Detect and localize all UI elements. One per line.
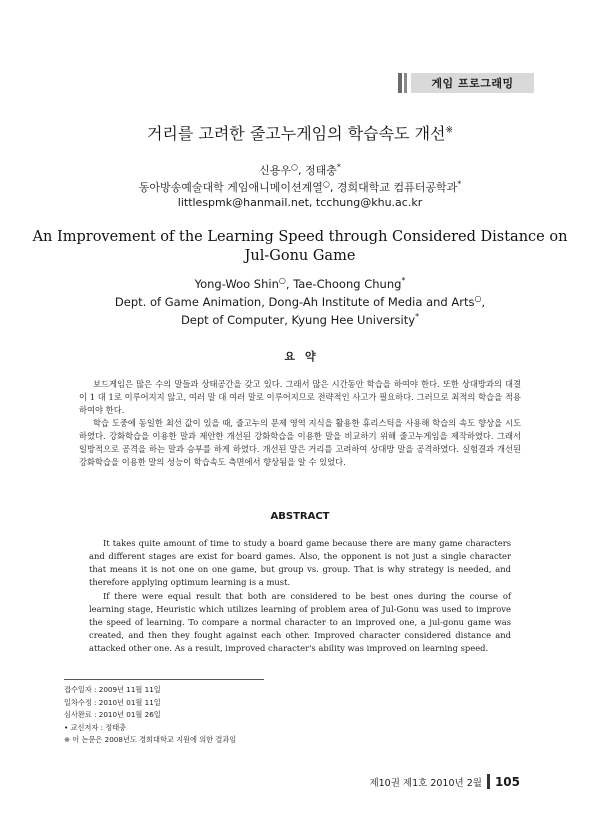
page-number: 105 (494, 774, 520, 789)
aff2-ko-mark: * (457, 179, 462, 189)
affiliation2-english (0, 313, 600, 327)
section-label: 게임 프로그래밍 (411, 73, 534, 93)
title-korean (0, 121, 600, 144)
author1-ko: 신용우 (259, 164, 291, 177)
author1-en-mark: ○ (278, 276, 286, 286)
author-emails: littlespmk@hanmail.net, tcchung@khu.ac.kr (177, 196, 423, 209)
aff1-en-mark: ○ (474, 294, 482, 304)
aff2-en-mark: * (415, 312, 420, 322)
tag-bar-2 (404, 73, 407, 93)
authors-english (0, 277, 600, 291)
author2-en: Tae-Choong Chung (293, 277, 402, 291)
author2-en-mark: * (401, 276, 406, 286)
author1-en: Yong-Woo Shin (194, 277, 279, 291)
title-korean-mark: ※ (445, 125, 454, 136)
abstract-heading: ABSTRACT (270, 511, 330, 522)
author2-ko-mark: * (336, 162, 341, 172)
aff1-en-tail: , (481, 295, 486, 309)
footer-bar (487, 774, 490, 789)
footnote-funding: ※ 이 논문은 2008년도 경희대학교 지원에 의한 결과임 (64, 735, 237, 744)
aff1-ko-mark: ○ (322, 179, 330, 189)
title-korean-text: 거리를 고려한 줄고누게임의 학습속도 개선 (146, 124, 446, 143)
footnotes (64, 684, 236, 747)
author-sep-ko: , (297, 164, 305, 177)
abstract-paragraph-2: If there were equal result that both are considered to be best ones during the course of learning stage, Heuristic which utilizes learning of problem area of Jul-Gonu was used to improve the speed of learning. To compare a normal character to an improved one, a jul-gonu game was created, and then they fought against each other. Improved character considered distance and attacked other one. As a result, improved character's ability was improved on learning speed. (89, 591, 511, 653)
aff1-ko: 동아방송예술대학 게임애니메이션계열 (138, 181, 323, 194)
aff2-en: Dept of Computer, Kyung Hee University (180, 313, 416, 327)
footnote-received: 접수일자 : 2009년 11월 11일 (64, 685, 161, 694)
footnote-accepted: 심사완료 : 2010년 01월 26일 (64, 710, 161, 719)
issue-info: 제10권 제1호 2010년 2월 (369, 777, 482, 789)
tag-bar-1 (398, 73, 402, 93)
page-footer (369, 774, 520, 789)
footnote-divider (64, 679, 264, 680)
title-english-line2: Jul-Gonu Game (244, 248, 356, 264)
author-sep-en: , (285, 277, 294, 291)
summary-paragraph-2: 학습 도중에 동일한 최선 값이 있을 때, 줄고누의 문제 영역 지식을 활용한 휴리스틱을 사용해 학습의 속도 향상을 시도하였다. 강화학습을 이용한 말과 제안한 개선된 강화학습을 이용한 말을 비교하기 위해 줄고누게임을 제작하였다. 그래서 일방적으로 공격을 하는 말과 승부를 하게 하였다. 개선된 말은 거리를 고려하여 상대방 말을 공격하였다. 실험결과 개선된 강화학습을 이용한 말의 성능이 학습속도 측면에서 향상됨을 알 수 있었다. (79, 418, 521, 467)
aff2-ko: 경희대학교 컴퓨터공학과 (336, 181, 458, 194)
author2-ko: 정태충 (304, 164, 337, 177)
aff1-en: Dept. of Game Animation, Dong-Ah Institute of Media and Arts (114, 295, 475, 309)
aff-sep-ko: , (329, 181, 337, 194)
section-tag (398, 73, 534, 93)
affiliations-korean (0, 179, 600, 195)
footnote-corresponding: • 교신저자 : 정태충 (64, 722, 127, 732)
summary-heading: 요약 (284, 350, 326, 363)
authors-korean (0, 162, 600, 178)
abstract-paragraph-1: It takes quite amount of time to study a board game because there are many game characters and different stages are exist for board games. Also, the opponent is not just a single character that means it is not one on one game, but group vs. group. That is why strategy is needed, and therefore applying optimum learning is a must. (89, 538, 511, 587)
footnote-revised: 일차수정 : 2010년 01월 11일 (64, 697, 161, 707)
title-english-line1: An Improvement of the Learning Speed through Considered Distance on (32, 229, 568, 245)
author1-ko-mark: ○ (291, 162, 298, 172)
affiliation1-english (0, 295, 600, 309)
summary-paragraph-1: 보드게임은 많은 수의 말들과 상태공간을 갖고 있다. 그래서 많은 시간동안 학습을 하여야 한다. 또한 상대방과의 대결이 1 대 1로 이루어지지 않고, 여러 말 대 여러 말로 이루어지므로 전략적인 사고가 필요하다. 그러므로 최적의 학습을 적용하여야 한다. (79, 379, 521, 415)
title-english (0, 228, 600, 266)
